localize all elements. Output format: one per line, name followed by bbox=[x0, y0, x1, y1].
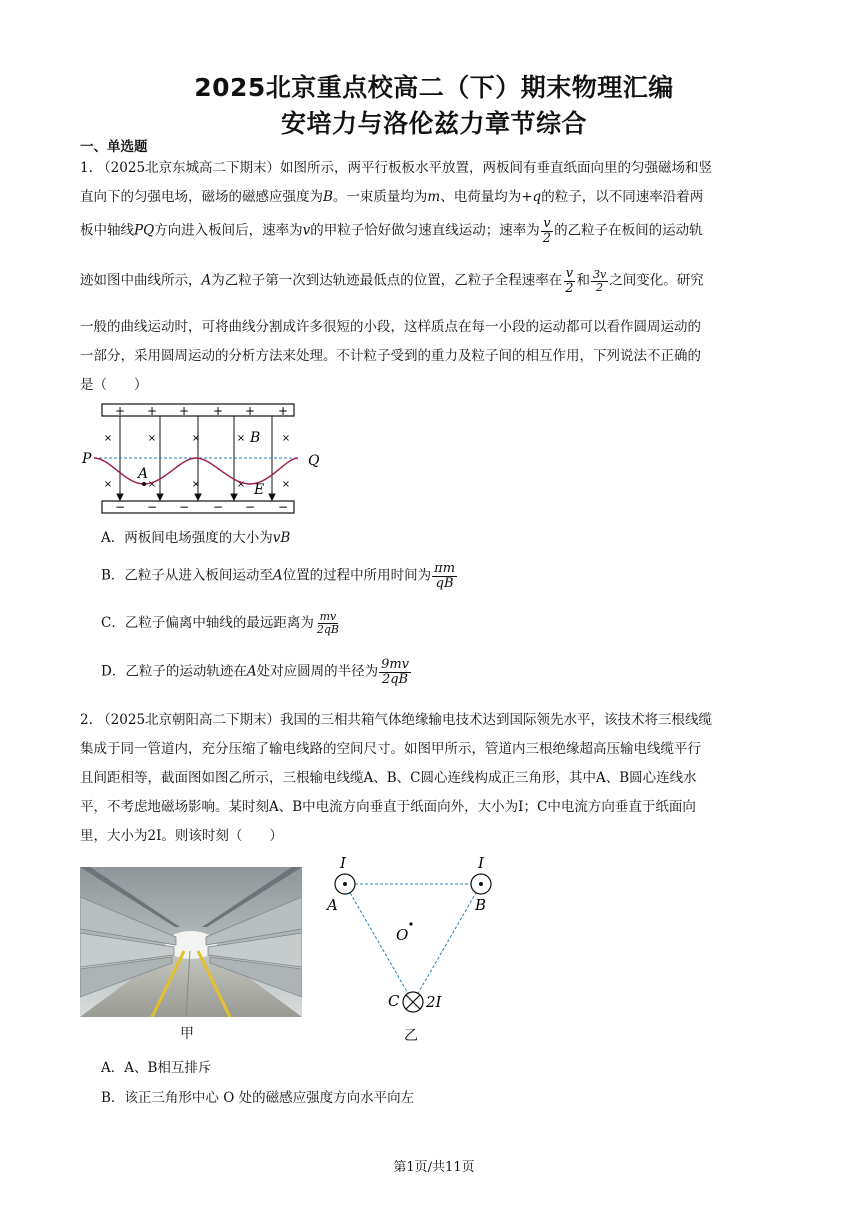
label-a: A bbox=[327, 896, 338, 914]
field-cross: × bbox=[147, 433, 157, 444]
label-current-c: 2I bbox=[426, 993, 442, 1011]
fraction-9mv-over-2qb: $\frac{9mv}{2qB}$ bbox=[381, 657, 410, 687]
plus-sign: + bbox=[146, 404, 158, 418]
center-o bbox=[409, 922, 412, 925]
label-a: A bbox=[138, 466, 149, 482]
label-o: O bbox=[396, 926, 409, 944]
plus-sign: + bbox=[277, 404, 289, 418]
field-cross: × bbox=[236, 479, 246, 490]
q1-plate-figure bbox=[80, 398, 330, 520]
doc-title: 2025北京重点校高二（下）期末物理汇编 bbox=[194, 73, 674, 102]
q1-line-1: 1. （2025北京东城高二下期末）如图所示，两平行板板水平放置，两板间有垂直纸面向里的匀强磁场和竖 bbox=[80, 160, 713, 176]
q2-line-4: 平，不考虑地磁场影响。某时刻A、B中电流方向垂直于纸面向外，大小为I；C中电流方向垂直于纸面向 bbox=[80, 799, 696, 815]
q1-line-5: 一般的曲线运动时，可将曲线分割成许多很短的小段，这样质点在每一小段的运动都可以看作圆周运动的 bbox=[80, 319, 701, 335]
field-cross: × bbox=[103, 479, 113, 490]
q1-line-3: 板中轴线PQ方向进入板间后，速率为v的甲粒子恰好做匀速直线运动；速率为 $\frac{v}{2}$ 的乙粒子在板间的运动轨 bbox=[80, 216, 703, 246]
field-cross: × bbox=[281, 479, 291, 490]
field-cross: × bbox=[103, 433, 113, 444]
plus-sign: + bbox=[244, 404, 256, 418]
q2-option-b[interactable]: B．该正三角形中心 O 处的磁感应强度方向水平向左 bbox=[101, 1090, 415, 1106]
minus-sign: − bbox=[178, 500, 190, 514]
bottom-plate bbox=[102, 501, 294, 513]
label-q: Q bbox=[308, 453, 320, 469]
section-heading: 一、单选题 bbox=[80, 139, 148, 155]
q2-line-3: 且间距相等，截面图如图乙所示，三根输电线缆A、B、C圆心连线构成正三角形，其中A、B圆心连线水 bbox=[80, 770, 697, 786]
label-b: B bbox=[475, 896, 487, 914]
q1-option-d[interactable]: D．乙粒子的运动轨迹在A处对应圆周的半径为 $\frac{9mv}{2qB}$ bbox=[101, 657, 410, 687]
minus-sign: − bbox=[277, 500, 289, 514]
fraction-mv-over-2qb: $\frac{mv}{2qB}$ bbox=[316, 610, 339, 636]
q1-line-7: 是（ ） bbox=[80, 377, 148, 393]
page-footer: 第1页/共11页 bbox=[393, 1160, 475, 1175]
q2-line-1: 2. （2025北京朝阳高二下期末）我国的三相共箱气体绝缘输电技术达到国际领先水平，该技术将三根线缆 bbox=[80, 712, 713, 728]
field-cross: × bbox=[191, 479, 201, 490]
tunnel-photo bbox=[80, 867, 302, 1017]
label-b: B bbox=[250, 430, 261, 446]
fraction-3v-over-2: $\frac{3v}{2}$ bbox=[593, 268, 607, 294]
fraction-v-over-2-b: $\frac{v}{2}$ bbox=[565, 266, 574, 296]
label-current-b: I bbox=[478, 854, 484, 872]
plus-sign: + bbox=[212, 404, 224, 418]
q1-option-b[interactable]: B．乙粒子从进入板间运动至A位置的过程中所用时间为 $\frac{\pi m}{qB}$ bbox=[101, 561, 456, 591]
triangle-abc bbox=[345, 884, 481, 1002]
label-e: E bbox=[254, 482, 265, 498]
q2-line-5: 里，大小为2I。则该时刻（ ） bbox=[80, 828, 283, 844]
plus-sign: + bbox=[114, 404, 126, 418]
field-cross: × bbox=[281, 433, 291, 444]
doc-subtitle: 安培力与洛伦兹力章节综合 bbox=[280, 109, 587, 138]
q2-option-a[interactable]: A．A、B相互排斥 bbox=[101, 1060, 212, 1076]
q1-line-2: 直向下的匀强电场，磁场的磁感应强度为B。一束质量均为m、电荷量均为+q的粒子，以不同速率沿着两 bbox=[80, 189, 704, 205]
caption-jia: 甲 bbox=[180, 1026, 194, 1042]
caption-yi: 乙 bbox=[404, 1028, 418, 1044]
top-plate bbox=[102, 404, 294, 416]
plus-sign: + bbox=[178, 404, 190, 418]
q1-line-6: 一部分，采用圆周运动的分析方法来处理。不计粒子受到的重力及粒子间的相互作用，下列说法不正确的 bbox=[80, 348, 701, 364]
minus-sign: − bbox=[212, 500, 224, 514]
label-current-a: I bbox=[340, 854, 346, 872]
label-c: C bbox=[388, 992, 400, 1010]
minus-sign: − bbox=[114, 500, 126, 514]
triangle-diagram bbox=[322, 852, 502, 1024]
field-cross: × bbox=[147, 479, 157, 490]
minus-sign: − bbox=[146, 500, 158, 514]
field-cross: × bbox=[236, 433, 246, 444]
q1-option-c[interactable]: C．乙粒子偏离中轴线的最远距离为 $\frac{mv}{2qB}$ bbox=[101, 610, 339, 636]
fraction-v-over-2: $\frac{v}{2}$ bbox=[542, 216, 552, 246]
q2-line-2: 集成于同一管道内，充分压缩了输电线路的空间尺寸。如图甲所示，管道内三根绝缘超高压输电线缆平行 bbox=[80, 741, 701, 757]
q1-line-4: 迹如图中曲线所示，A为乙粒子第一次到达轨迹最低点的位置，乙粒子全程速率在 $\frac{v}{2}$ 和 $\frac{3v}{2}$ 之间变化。研究 bbox=[80, 266, 704, 296]
field-cross: × bbox=[191, 433, 201, 444]
minus-sign: − bbox=[244, 500, 256, 514]
q1-option-a[interactable]: A．两板间电场强度的大小为vB bbox=[101, 530, 291, 546]
fraction-pi-m-over-qb: $\frac{\pi m}{qB}$ bbox=[434, 561, 456, 591]
label-p: P bbox=[82, 451, 92, 467]
point-a bbox=[142, 482, 146, 486]
